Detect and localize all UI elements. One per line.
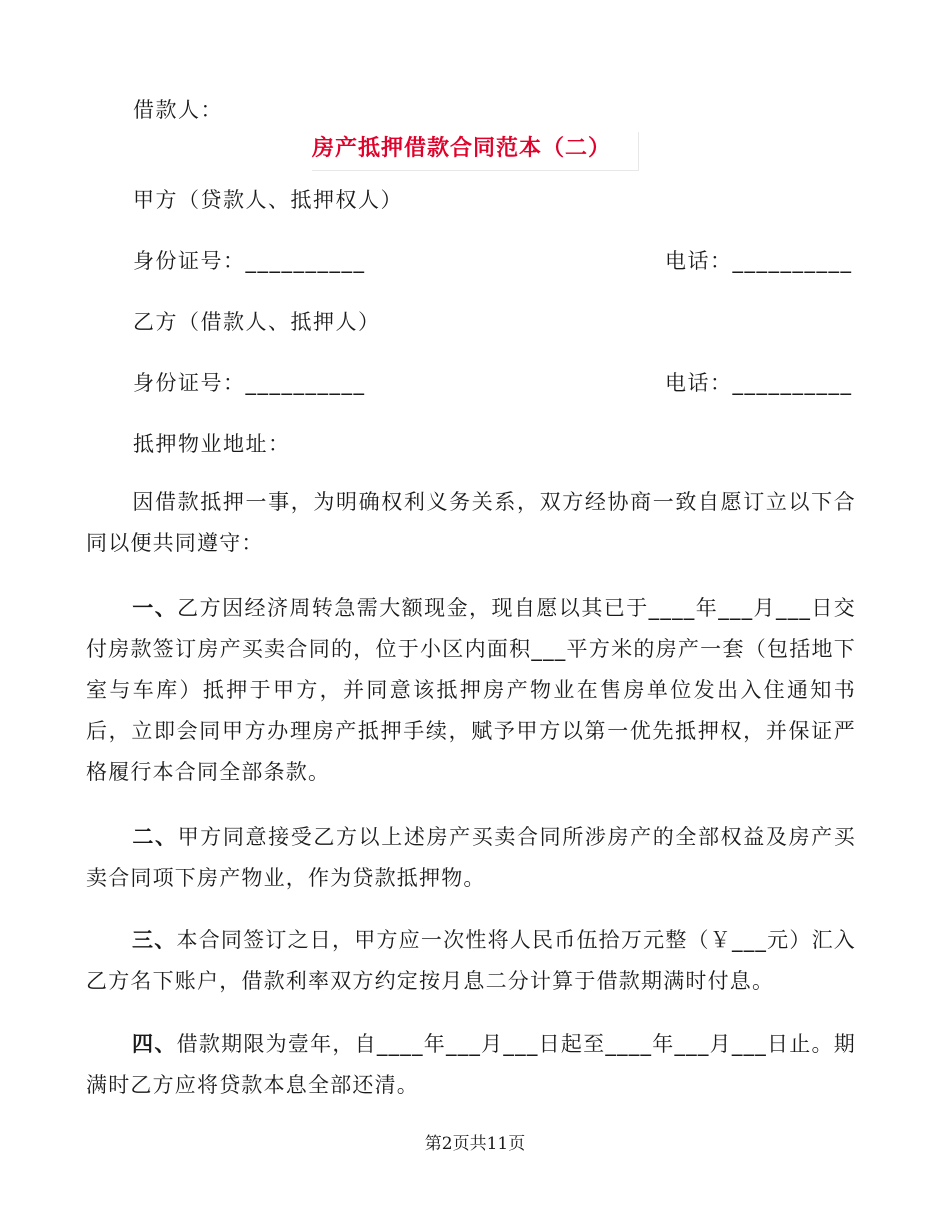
clause-number: 一、 (132, 596, 178, 620)
party-a-label: 甲方（贷款人、抵押权人） (133, 188, 403, 212)
clause-text: 本合同签订之日，甲方应一次性将人民币伍拾万元整（￥___元）汇入乙方名下账户，借款利率双方约定按月息二分计算于借款期满时付息。 (86, 928, 856, 993)
clause-number: 四、 (132, 1032, 177, 1056)
clause-3 (86, 920, 856, 1002)
party-b-id-field: 身份证号：__________ (133, 371, 366, 395)
party-b-label: 乙方（借款人、抵押人） (133, 310, 381, 334)
preamble-text: 因借款抵押一事，为明确权利义务关系，双方经协商一致自愿订立以下合同以便共同遵守： (86, 490, 856, 555)
preamble-paragraph (86, 482, 856, 564)
party-a-phone-field: 电话：__________ (665, 249, 853, 273)
clause-number: 二、 (132, 825, 178, 849)
clause-text: 甲方同意接受乙方以上述房产买卖合同所涉房产的全部权益及房产买卖合同项下房产物业，作为贷款抵押物。 (86, 825, 857, 890)
clause-2 (86, 817, 856, 899)
clause-1 (86, 588, 856, 793)
clause-text: 借款期限为壹年，自____年___月___日起至____年___月___日止。期满时乙方应将贷款本息全部还清。 (86, 1032, 856, 1097)
clause-number: 三、 (132, 928, 177, 952)
party-b-phone-field: 电话：__________ (665, 371, 853, 395)
clause-text: 乙方因经济周转急需大额现金，现自愿以其已于____年___月___日交付房款签订房产买卖合同的，位于小区内面积___平方米的房产一套（包括地下室与车库）抵押于甲方，并同意该抵押房产物业在售房单位发出入住通知书后，立即会同甲方办理房产抵押手续，赋予甲方以第一优先抵押权，并保证严格履行本合同全部条款。 (86, 596, 857, 784)
page-number: 第2页共11页 (424, 1134, 526, 1154)
party-a-id-field: 身份证号：__________ (133, 249, 366, 273)
property-address-label: 抵押物业地址： (133, 432, 291, 456)
clause-4 (86, 1024, 856, 1106)
document-title: 房产抵押借款合同范本（二） (312, 132, 639, 171)
borrower-label: 借款人： (133, 98, 223, 122)
